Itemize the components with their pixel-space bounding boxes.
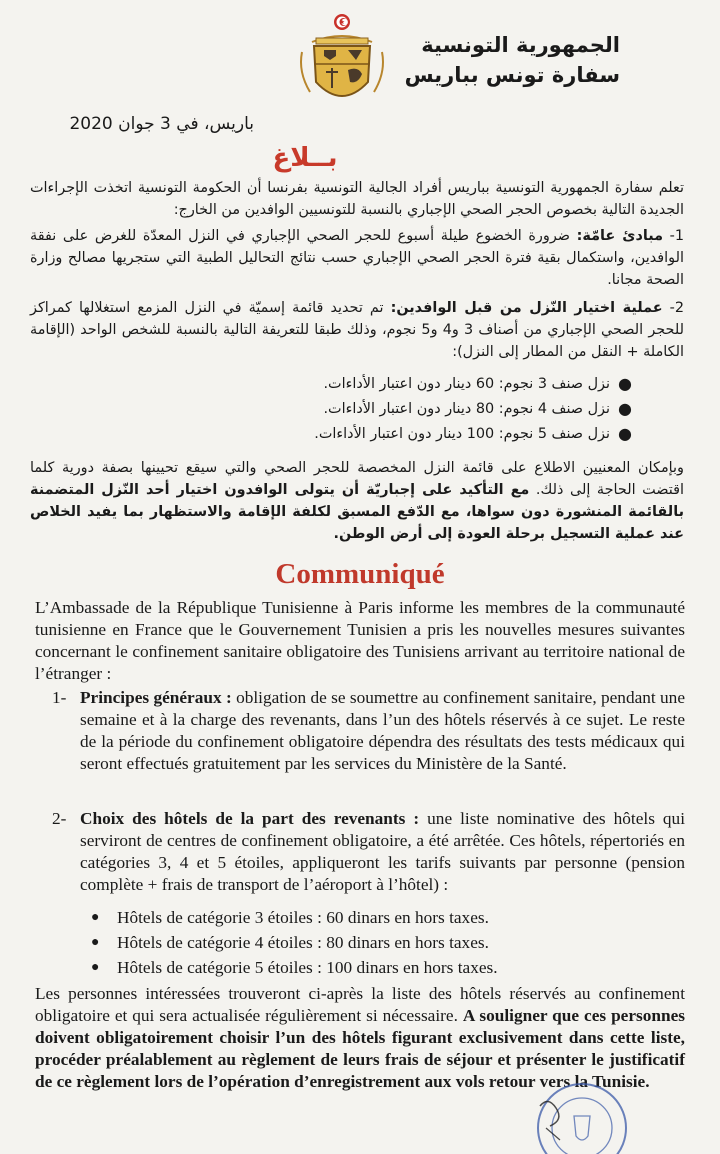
bullet-icon: ● [618, 374, 632, 393]
bullet-icon: ● [618, 399, 632, 418]
french-bullet-item [91, 932, 489, 954]
french-point-2-number: 2- [52, 809, 67, 828]
french-closing-bold: A souligner que ces personnes doivent obligatoirement choisir l’un des hôtels figurant exclusivement dans cette liste, procéder préalablement au règlement de leurs frais de séjour et présenter le justificatif de ce règlement lors de l’opération d’enregistrement aux vols retour vers la Tunisie. [35, 1006, 686, 1091]
arabic-point-1-heading: مبادئ عامّة: [576, 228, 664, 244]
arabic-title: بــلاغ [272, 143, 338, 173]
arabic-bullet-text: نزل صنف 5 نجوم: 100 دينار دون اعتبار الأداءات. [314, 426, 610, 442]
french-intro: L’Ambassade de la République Tunisienne à Paris informe les membres de la communauté tunisienne en France que le Gouvernement Tunisien a pris les nouvelles mesures suivantes concernant le confinement sanitaire obligatoire des Tunisiens arrivant au territoire national de l’étranger : [35, 598, 685, 683]
date-line: باريس، في 3 جوان 2020 [69, 114, 254, 134]
republic-name: الجمهورية التونسية [421, 33, 620, 57]
french-point-1-heading: Principes généraux : [80, 688, 232, 707]
arabic-point-2-number: 2- [669, 300, 685, 316]
french-point-1 [80, 687, 685, 775]
french-bullet-text: Hôtels de catégorie 3 étoiles : 60 dinars en hors taxes. [117, 908, 489, 927]
french-point-1-text: obligation de se soumettre au confinement sanitaire, pendant une semaine et à la charge des revenants, dans l’un des hôtels réservés à ce sujet. Le reste de la période du confinement obligatoire dépendra des résultats des tests médicaux qui seront effectués gratuitement par les services du Ministère de la Santé. [80, 688, 685, 773]
arabic-point-2-heading: عملية اختيار النّزل من قبل الوافدين: [390, 300, 663, 316]
bullet-icon: ● [91, 935, 100, 950]
french-closing-normal: Les personnes intéressées trouveront ci-après la liste des hôtels réservés au confinement obligatoire et qui sera actualisée régulièrement si nécessaire. [35, 984, 685, 1025]
tunisia-coat-of-arms-icon [296, 12, 388, 112]
arabic-bullet-item [323, 398, 632, 420]
arabic-bullet-item [323, 373, 632, 395]
french-bullet-text: Hôtels de catégorie 5 étoiles : 100 dinars en hors taxes. [117, 958, 498, 977]
embassy-stamp-icon [520, 1066, 630, 1154]
bullet-icon: ● [91, 910, 100, 925]
french-point-1-number: 1- [52, 688, 67, 707]
french-bullet-text: Hôtels de catégorie 4 étoiles : 80 dinars en hors taxes. [117, 933, 489, 952]
embassy-name: سفارة تونس بباريس [404, 63, 620, 87]
letterhead [405, 30, 620, 90]
arabic-bullet-text: نزل صنف 3 نجوم: 60 دينار دون اعتبار الأداءات. [323, 376, 610, 392]
arabic-point-2-text: تم تحديد قائمة إسميّة في النزل المزمع استغلالها كمراكز للحجر الصحي الإجباري من أصناف 3 و4 و5 نجوم، وذلك طبقا للتعريفة التالية بالنسبة للشخص الواحد (الإقامة الكاملة + النقل من المطار إلى النزل): [30, 300, 684, 360]
arabic-intro: تعلم سفارة الجمهورية التونسية بباريس أفراد الجالية التونسية بفرنسا أن الحكومة التونسية اتخذت الإجراءات الجديدة التالية بخصوص الحجر الصحي الإجباري بالنسبة للتونسيين الوافدين من الخارج: [30, 180, 684, 218]
french-point-2-heading: Choix des hôtels de la part des revenants : [80, 809, 420, 828]
bullet-icon: ● [618, 424, 632, 443]
arabic-bullet-text: نزل صنف 4 نجوم: 80 دينار دون اعتبار الأداءات. [323, 401, 610, 417]
arabic-closing-normal: وبإمكان المعنيين الاطلاع على قائمة النزل المخصصة للحجر الصحي والتي سيقع تحيينها بصفة دورية كلما اقتضت الحاجة إلى ذلك. [30, 460, 685, 498]
french-bullet-item [91, 907, 489, 929]
arabic-bullet-item [314, 423, 632, 445]
french-point-2 [80, 808, 685, 896]
french-title: Communiqué [275, 558, 445, 590]
arabic-point-2 [30, 297, 684, 363]
arabic-point-1-text: ضرورة الخضوع طيلة أسبوع للحجر الصحي الإجباري في النزل المعدّة للغرض على نفقة الوافدين، واستكمال بقية فترة الحجر الصحي الإجباري حسب نتائج التحاليل الطبية التي ستجريها مصالح وزارة الصحة مجانا. [30, 228, 684, 288]
french-bullet-item [91, 957, 498, 979]
arabic-point-1-number: 1- [669, 228, 684, 244]
arabic-closing [30, 457, 684, 545]
arabic-point-1 [30, 225, 684, 291]
bullet-icon: ● [91, 960, 100, 975]
arabic-closing-bold: مع التأكيد على إجباريّة أن يتولى الوافدون اختيار أحد النّزل المتضمنة بالقائمة المنشورة دون سواها، مع الدّفع المسبق لكلفة الإقامة والاستظهار بما يفيد الخلاص عند عملية التسجيل برحلة العودة إلى أرض الوطن. [30, 482, 684, 542]
french-point-2-text: une liste nominative des hôtels qui serviront de centres de confinement obligatoire, a été arrêtée. Ces hôtels, répertoriés en catégories 3, 4 et 5 étoiles, appliqueront les tarifs suivants par personne (pension complète + frais de transport de l’aéroport à l’hôtel) : [80, 809, 686, 894]
